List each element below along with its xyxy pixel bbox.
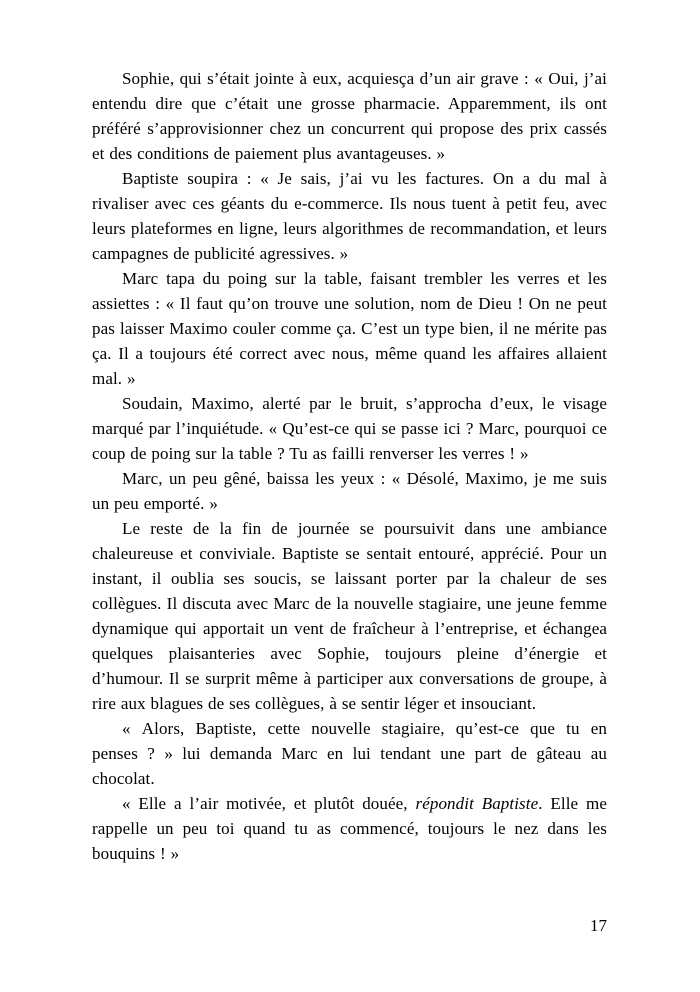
paragraph-baptiste-soupira: [92, 166, 607, 266]
page-number: 17: [590, 916, 607, 935]
paragraph-text-tail: . Elle me rappelle un peu toi quand tu as commencé, toujours le nez dans les bouquins ! »: [92, 794, 608, 863]
paragraph-baptiste-reponse: [92, 791, 607, 866]
paragraph-text: Marc, un peu gêné, baissa les yeux : « Désolé, Maximo, je me suis un peu emporté. »: [92, 469, 607, 513]
paragraph-text: Le reste de la fin de journée se poursuivit dans une ambiance chaleureuse et conviviale. Baptiste se sentait entouré, apprécié. Pour un instant, il oublia ses soucis, se laissant porter par la chaleur de ses collègues. Il discuta avec Marc de la nouvelle stagiaire, une jeune femme dynamique qui apportait un vent de fraîcheur à l’entreprise, et échangea quelques plaisanteries avec Sophie, toujours pleine d’énergie et d’humour. Il se surprit même à participer aux conversations de groupe, à rire aux blagues de ses collègues, à se sentir léger et insouciant.: [92, 519, 607, 713]
paragraph-maximo-alerte: [92, 391, 607, 466]
paragraph-text: Baptiste soupira : « Je sais, j’ai vu les factures. On a du mal à rivaliser avec ces géants du e-commerce. Ils nous tuent à petit feu, avec leurs plateformes en ligne, leurs algorithmes de recommandation, et leurs campagnes de publicité agressives. »: [92, 169, 607, 263]
paragraph-text: Soudain, Maximo, alerté par le bruit, s’approcha d’eux, le visage marqué par l’inquiétude. « Qu’est-ce qui se passe ici ? Marc, pourquoi ce coup de poing sur la table ? Tu as failli renverser les verres ! »: [92, 394, 607, 463]
paragraph-text-lead: « Elle a l’air motivée, et plutôt douée,: [122, 794, 416, 813]
paragraph-sophie-quote: [92, 66, 607, 166]
page-text-block: [92, 66, 607, 866]
paragraph-marc-gene: [92, 466, 607, 516]
paragraph-marc-poing: [92, 266, 607, 391]
paragraph-text-italic-attribution: répondit Baptiste: [415, 794, 539, 813]
paragraph-text: « Alors, Baptiste, cette nouvelle stagiaire, qu’est-ce que tu en penses ? » lui demanda Marc en lui tendant une part de gâteau au chocolat.: [92, 719, 607, 788]
paragraph-text: Sophie, qui s’était jointe à eux, acquiesça d’un air grave : « Oui, j’ai entendu dire que c’était une grosse pharmacie. Apparemment, ils ont préféré s’approvisionner chez un concurrent qui propose des prix cassés et des conditions de paiement plus avantageuses. »: [92, 69, 607, 163]
paragraph-text: Marc tapa du poing sur la table, faisant trembler les verres et les assiettes : « Il faut qu’on trouve une solution, nom de Dieu ! On ne peut pas laisser Maximo couler comme ça. C’est un type bien, il ne mérite pas ça. Il a toujours été correct avec nous, même quand les affaires allaient mal. »: [92, 269, 607, 388]
paragraph-marc-question: [92, 716, 607, 791]
paragraph-ambiance: [92, 516, 607, 716]
